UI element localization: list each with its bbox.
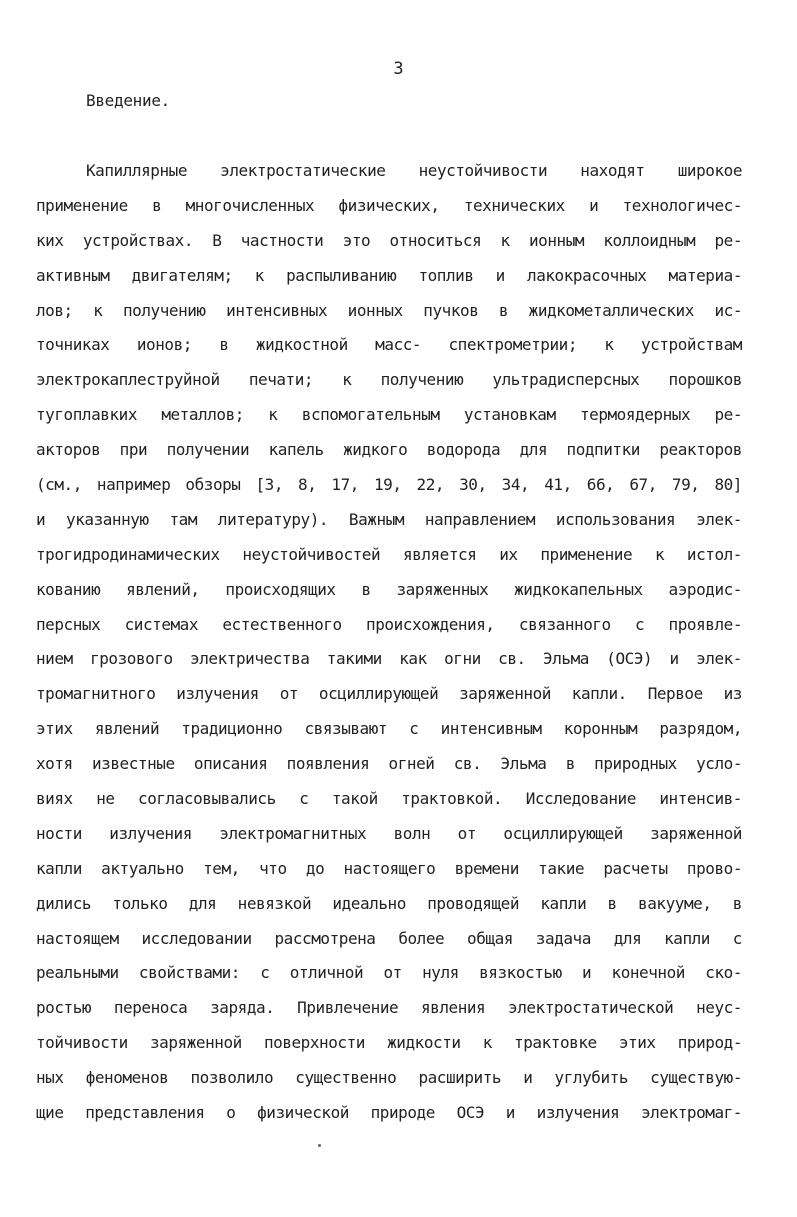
text-line: ности излучения электромагнитных волн от осциллирующей заряженной [36,823,742,843]
text-line: акторов при получении капель жидкого водорода для подпитки реакторов [36,440,742,460]
text-line: реальными свойствами: с отличной от нуля вязкостью и конечной ско- [36,963,742,983]
text-line: ных феноменов позволило существенно расширить и углубить существую- [36,1068,742,1088]
text-line: тугоплавких металлов; к вспомогательным установкам термоядерных ре- [36,405,742,425]
text-line: этих явлений традиционно связывают с интенсивным коронным разрядом, [36,719,742,739]
text-line: щие представления о физической природе ОСЭ и излучения электромаг- [36,1103,742,1123]
text-line: активным двигателям; к распыливанию топлив и лакокрасочных материа- [36,265,742,285]
text-line: капли актуально тем, что до настоящего времени такие расчеты прово- [36,858,742,878]
text-line: хотя известные описания появления огней св. Эльма в природных усло- [36,754,742,774]
section-heading: Введение. [86,91,170,110]
text-line: нием грозового электричества такими как огни св. Эльма (ОСЭ) и элек- [36,649,742,669]
text-line: дились только для невязкой идеально проводящей капли в вакууме, в [36,893,742,913]
text-line: виях не согласовывались с такой трактовкой. Исследование интенсив- [36,789,742,809]
text-line: ких устройствах. В частности это относиться к ионным коллоидным ре- [36,230,742,250]
text-line: (см., например обзоры [3, 8, 17, 19, 22, 30, 34, 41, 66, 67, 79, 80] [36,475,742,495]
text-line: Капиллярные электростатические неустойчивости находят широкое [86,161,742,180]
text-line: кованию явлений, происходящих в заряженных жидкокапельных аэродис- [36,579,742,599]
text-line: ростью переноса заряда. Привлечение явления электростатической неус- [36,998,742,1018]
text-line: применение в многочисленных физических, технических и технологичес- [36,195,742,215]
text-line: электрокаплеструйной печати; к получению ультрадисперсных порошков [36,370,742,390]
page-number: 3 [393,59,404,79]
text-line: точниках ионов; в жидкостной масс- спектрометрии; к устройствам [36,335,742,355]
text-line: и указанную там литературу). Важным направлением использования элек- [36,509,742,529]
body-paragraph [36,154,742,1131]
text-line: персных системах естественного происхождения, связанного с проявле- [36,614,742,634]
text-line: трогидродинамических неустойчивостей является их применение к истол- [36,544,742,564]
text-line: лов; к получению интенсивных ионных пучков в жидкометаллических ис- [36,300,742,320]
text-line: тойчивости заряженной поверхности жидкости к трактовке этих природ- [36,1033,742,1053]
scan-speck [318,1144,321,1147]
text-line: настоящем исследовании рассмотрена более общая задача для капли с [36,928,742,948]
text-line: тромагнитного излучения от осциллирующей заряженной капли. Первое из [36,684,742,704]
